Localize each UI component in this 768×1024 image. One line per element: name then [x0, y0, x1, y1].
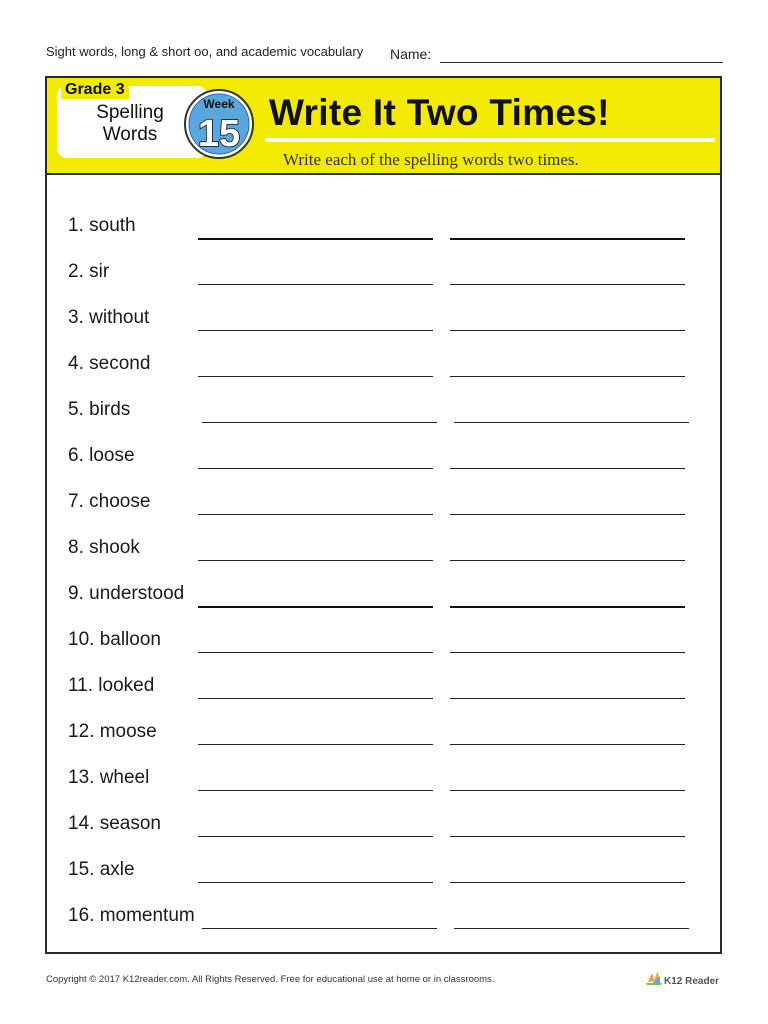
spelling-word-list	[47, 208, 720, 944]
write-line-second[interactable]	[450, 882, 685, 883]
word-row	[47, 484, 720, 530]
word-row	[47, 806, 720, 852]
week-badge-label: Week	[203, 97, 235, 111]
spelling-word: 16. momentum	[68, 905, 195, 926]
write-line-second[interactable]	[450, 560, 685, 561]
word-row	[47, 898, 720, 944]
spelling-word: 3. without	[68, 307, 150, 328]
write-line-second[interactable]	[450, 514, 685, 515]
worksheet-header	[46, 44, 726, 66]
write-line-second[interactable]	[450, 284, 685, 285]
name-label: Name:	[390, 46, 432, 62]
write-line-first[interactable]	[198, 790, 433, 791]
spelling-word: 13. wheel	[68, 767, 150, 788]
write-line-first[interactable]	[198, 376, 433, 377]
write-line-first[interactable]	[198, 652, 433, 653]
spelling-word: 14. season	[68, 813, 161, 834]
worksheet-frame	[45, 76, 722, 954]
word-row	[47, 300, 720, 346]
spelling-word: 6. loose	[68, 445, 135, 466]
spelling-word: 5. birds	[68, 399, 131, 420]
name-write-line[interactable]	[440, 62, 723, 63]
write-line-second[interactable]	[450, 744, 685, 745]
write-line-second[interactable]	[450, 790, 685, 791]
write-line-first[interactable]	[198, 330, 433, 331]
write-line-second[interactable]	[450, 698, 685, 699]
spelling-words-label	[75, 102, 185, 146]
spelling-word: 2. sir	[68, 261, 110, 282]
word-row	[47, 622, 720, 668]
word-row	[47, 438, 720, 484]
spelling-word: 4. second	[68, 353, 151, 374]
write-line-second[interactable]	[454, 422, 689, 423]
word-row	[47, 576, 720, 622]
write-line-second[interactable]	[454, 928, 689, 929]
logo-base-green	[646, 983, 662, 985]
write-line-first[interactable]	[202, 928, 437, 929]
worksheet-subtitle: Sight words, long & short oo, and academic vocabulary	[46, 44, 364, 59]
write-line-first[interactable]	[202, 422, 437, 423]
spelling-word: 7. choose	[68, 491, 151, 512]
write-line-first[interactable]	[198, 514, 433, 515]
write-line-first[interactable]	[198, 744, 433, 745]
word-row	[47, 346, 720, 392]
logo-text: K12 Reader	[664, 976, 720, 987]
spelling-word: 11. looked	[68, 675, 155, 696]
copyright-notice: Copyright © 2017 K12reader.com. All Rights Reserved. Free for educational use at home or in classrooms.	[46, 974, 495, 985]
write-line-first[interactable]	[198, 560, 433, 561]
word-row	[47, 714, 720, 760]
title-banner	[47, 78, 720, 175]
write-line-first[interactable]	[198, 238, 433, 240]
word-row	[47, 530, 720, 576]
write-line-first[interactable]	[198, 698, 433, 699]
k12reader-logo[interactable]	[644, 968, 724, 990]
write-line-first[interactable]	[198, 284, 433, 285]
page-footer	[46, 972, 726, 990]
spelling-word: 15. axle	[68, 859, 135, 880]
word-row	[47, 392, 720, 438]
spelling-word: 1. south	[68, 215, 136, 236]
write-line-first[interactable]	[198, 836, 433, 837]
write-line-second[interactable]	[450, 468, 685, 469]
write-line-second[interactable]	[450, 836, 685, 837]
title-underline-bar	[265, 138, 715, 142]
spelling-word: 12. moose	[68, 721, 157, 742]
write-line-first[interactable]	[198, 882, 433, 883]
week-badge	[183, 88, 255, 160]
spelling-word: 10. balloon	[68, 629, 161, 650]
spelling-line-2: Words	[102, 124, 158, 145]
word-row	[47, 208, 720, 254]
write-line-second[interactable]	[450, 606, 685, 608]
week-badge-number: 15	[197, 113, 241, 155]
spelling-line-1: Spelling	[96, 102, 164, 123]
worksheet-title: Write It Two Times!	[269, 92, 610, 133]
spelling-word: 9. understood	[68, 583, 185, 604]
word-row	[47, 852, 720, 898]
write-line-first[interactable]	[198, 468, 433, 469]
word-row	[47, 668, 720, 714]
write-line-second[interactable]	[450, 376, 685, 377]
word-row	[47, 254, 720, 300]
word-row	[47, 760, 720, 806]
write-line-second[interactable]	[450, 238, 685, 240]
write-line-second[interactable]	[450, 652, 685, 653]
grade-label: Grade 3	[61, 81, 129, 99]
write-line-first[interactable]	[198, 606, 433, 608]
write-line-second[interactable]	[450, 330, 685, 331]
spelling-word: 8. shook	[68, 537, 140, 558]
worksheet-instructions: Write each of the spelling words two times.	[283, 150, 579, 169]
